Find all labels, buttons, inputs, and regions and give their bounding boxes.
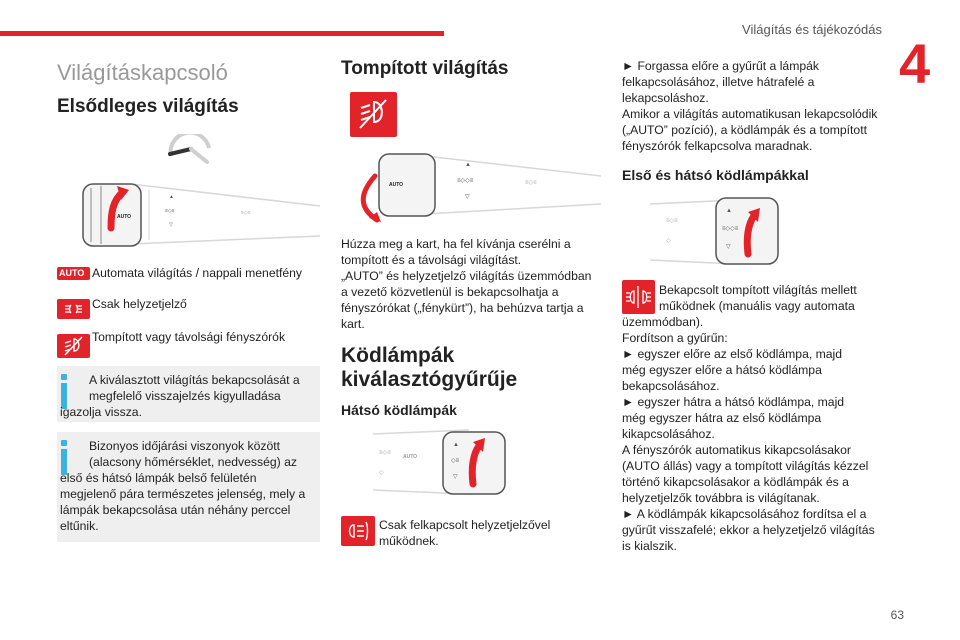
body-text: kart. (341, 317, 365, 331)
svg-text:▲: ▲ (169, 194, 174, 200)
info-box (57, 366, 320, 422)
body-text: „AUTO” és helyzetjelző világítás üzemmódban (341, 269, 592, 283)
legend-item-auto (57, 266, 320, 282)
section-heading: kiválasztógyűrűje (341, 368, 518, 391)
body-text: fényszórókat („fénykürt”), ha behúzva tartja a (341, 301, 584, 315)
svg-text:◇: ◇ (379, 470, 384, 476)
svg-text:▽: ▽ (453, 474, 458, 480)
svg-text:≡◇≡: ≡◇≡ (241, 210, 251, 216)
svg-text:▽: ▽ (169, 222, 173, 228)
body-text: Fordítson a gyűrűn: (622, 331, 728, 345)
body-text: (AUTO állás) vagy a tompított világítás kézzel (622, 459, 869, 473)
info-text: megfelelő visszajelzés kigyulladása (89, 389, 281, 403)
body-text: a vezető közvetlenül is bekapcsolhatja a (341, 285, 559, 299)
body-text: még egyszer előre a hátsó ködlámpa (622, 363, 822, 377)
info-text: első és hátsó lámpák belső felületén (60, 471, 257, 485)
body-text: történő kikapcsolásakor a ködlámpák és a (622, 475, 849, 489)
body-text: is kialszik. (622, 539, 677, 553)
section-title: Világítás és tájékozódás (742, 22, 882, 37)
body-text: még egyszer hátra az első ködlámpa (622, 411, 822, 425)
parking-lights-icon (57, 299, 90, 319)
svg-text:▲: ▲ (453, 442, 459, 448)
body-text: ► A ködlámpák kikapcsolásához fordítsa el a (622, 507, 867, 521)
headlights-icon (57, 334, 90, 358)
info-box (57, 432, 320, 542)
svg-text:≡◇≡: ≡◇≡ (379, 450, 391, 456)
legend-text: működnek (manuális vagy automata (659, 299, 855, 313)
body-text: gyűrűt visszafelé; ekkor a helyzetjelző világítás (622, 523, 875, 537)
svg-text:◇: ◇ (666, 238, 671, 244)
subsection-heading: Első és hátsó ködlámpákkal (622, 167, 809, 183)
info-text: igazolja vissza. (60, 405, 142, 419)
front-rear-fog-ring-illustration (646, 192, 884, 272)
rear-fog-ring-illustration (369, 424, 601, 500)
legend-text: Bekapcsolt tompított világítás mellett (659, 283, 857, 297)
auto-badge-label: AUTO (59, 268, 85, 278)
body-text: ► egyszer hátra a hátsó ködlámpa, majd (622, 395, 845, 409)
info-text: Bizonyos időjárási viszonyok között (89, 439, 281, 453)
info-text: eltűnik. (60, 519, 99, 533)
body-text: üzemmódban). (622, 315, 704, 329)
headlights-icon (350, 92, 397, 137)
svg-text:▲: ▲ (726, 208, 732, 214)
rear-fog-light-icon (341, 516, 375, 546)
body-text: ► Forgassa előre a gyűrűt a lámpák (622, 59, 819, 73)
legend-item-headlights (57, 330, 320, 356)
body-text: Amikor a világítás automatikusan lekapcsolódik (622, 107, 878, 121)
auto-badge (57, 267, 90, 280)
stalk-auto-label: AUTO (403, 454, 418, 460)
body-text: lekapcsoláshoz. (622, 91, 709, 105)
body-text: („AUTO” pozíció), a ködlámpák és a tompított (622, 123, 867, 137)
body-text: felkapcsolásához, illetve hátrafelé a (622, 75, 815, 89)
page-title: Világításkapcsoló (57, 60, 228, 85)
svg-text:≡◇◇≡: ≡◇◇≡ (457, 178, 474, 184)
stalk-auto-label: AUTO (117, 214, 132, 220)
body-text: fényszórók felkapcsolva maradnak. (622, 139, 813, 153)
svg-text:▽: ▽ (465, 194, 470, 200)
svg-text:▲: ▲ (465, 162, 471, 168)
header-accent-bar (0, 31, 444, 36)
body-text: A fényszórók automatikus kikapcsolásakor (622, 443, 851, 457)
svg-text:▽: ▽ (726, 244, 731, 250)
stalk-auto-label: AUTO (389, 182, 404, 188)
info-text: megjelenő pára természetes jelenség, mely a (60, 487, 306, 501)
chapter-number: 4 (899, 32, 931, 95)
legend-text: működnek. (379, 534, 439, 548)
svg-text:◇≡: ◇≡ (451, 458, 460, 464)
body-text: helyzetjelzők továbbra is világítanak. (622, 491, 820, 505)
legend-text: Csak helyzetjelző (92, 297, 187, 311)
legend-text: Tompított vagy távolsági fényszórók (92, 330, 286, 344)
legend-item-parking (57, 297, 320, 319)
legend-text: Csak felkapcsolt helyzetjelzővel (379, 518, 551, 532)
section-heading: Ködlámpák (341, 344, 455, 367)
svg-text:≡◇≡: ≡◇≡ (666, 218, 678, 224)
body-text: Húzza meg a kart, ha fel kívánja cserélni a (341, 237, 571, 251)
body-text: tompított és a távolsági világítást. (341, 253, 522, 267)
body-text: ► egyszer előre az első ködlámpa, majd (622, 347, 843, 361)
info-text: lámpák bekapcsolása után néhány perccel (60, 503, 291, 517)
section-heading: Tompított világítás (341, 58, 509, 79)
body-text: bekapcsolásához. (622, 379, 720, 393)
front-rear-fog-lights-icon (622, 280, 655, 314)
section-heading: Elsődleges világítás (57, 96, 239, 117)
page-number: 63 (890, 608, 904, 622)
info-text: A kiválasztott világítás bekapcsolását a (89, 373, 300, 387)
light-stalk-illustration (71, 176, 320, 252)
info-text: (alacsony hőmérséklet, nedvesség) az (89, 455, 297, 469)
svg-text:≡◇◇≡: ≡◇◇≡ (722, 226, 739, 232)
body-text: kikapcsolásához. (622, 427, 715, 441)
steering-wheel-icon (167, 134, 213, 168)
svg-text:≡◇≡: ≡◇≡ (165, 208, 175, 214)
subsection-heading: Hátsó ködlámpák (341, 402, 457, 418)
svg-text:≡◇≡: ≡◇≡ (525, 180, 537, 186)
legend-text: Automata világítás / nappali menetfény (92, 266, 303, 280)
